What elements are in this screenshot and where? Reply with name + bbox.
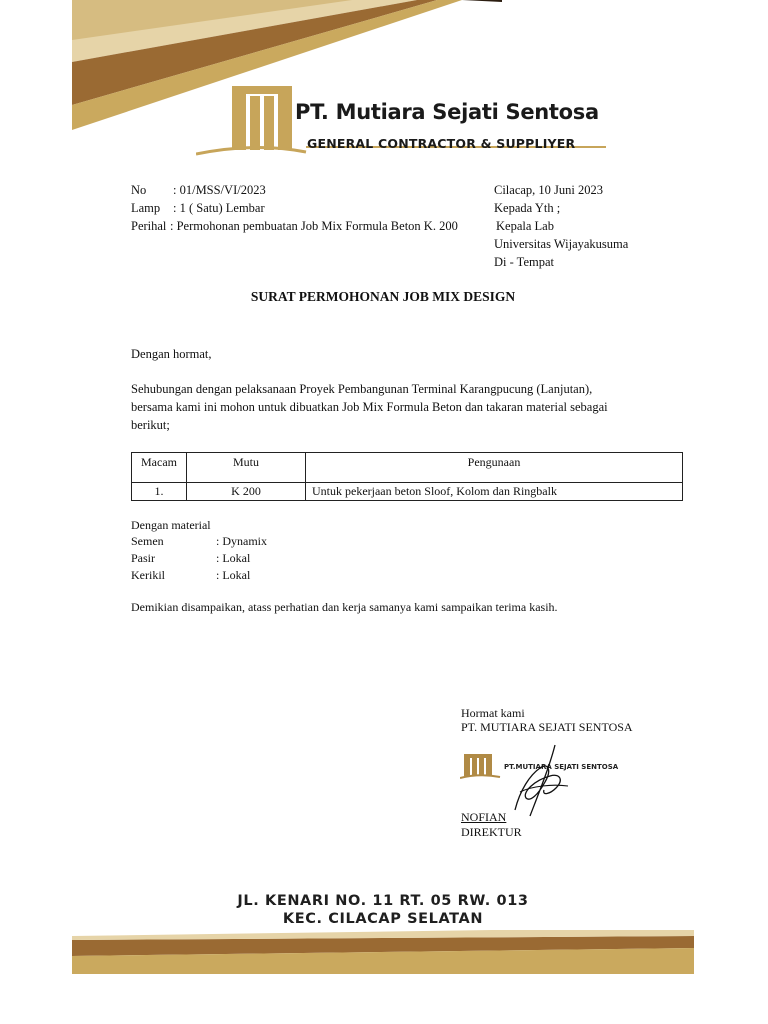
greeting: Dengan hormat, [131,347,212,361]
material-label-semen: Semen [131,534,164,548]
table-header-macam: Macam [132,453,187,483]
place-date: Cilacap, 10 Juni 2023 [494,183,604,197]
company-tagline: GENERAL CONTRACTOR & SUPPLIYER [307,136,576,151]
materials-heading: Dengan material [131,518,211,532]
material-value-kerikil: : Lokal [216,568,251,582]
recipient-line-1: Kepada Yth ; [494,201,561,215]
signatory-name: NOFIAN [461,810,507,824]
meta-perihal-value: : Permohonan pembuatan Job Mix Formula Beton K. 200 [170,219,458,233]
footer-decoration [72,930,694,974]
table-header-mutu: Mutu [187,453,306,483]
table-cell-mutu: K 200 [187,483,306,501]
letter-title: SURAT PERMOHONAN JOB MIX DESIGN [250,289,516,304]
body-line-3: berikut; [131,418,170,432]
table-row [132,483,683,501]
recipient-line-3: Universitas Wijayakusuma [494,237,629,251]
body-line-2: bersama kami ini mohon untuk dibuatkan Job Mix Formula Beton dan takaran material sebagai [131,400,608,414]
meta-no-value: : 01/MSS/VI/2023 [173,183,266,197]
signature-company: PT. MUTIARA SEJATI SENTOSA [461,720,633,734]
recipient-line-2: Kepala Lab [496,219,554,233]
material-value-pasir: : Lokal [216,551,251,565]
job-mix-table [131,452,683,501]
recipient-line-4: Di - Tempat [494,255,554,269]
meta-perihal-label: Perihal [131,219,167,233]
table-header-row [132,453,683,483]
meta-lamp-label: Lamp [131,201,161,215]
material-label-kerikil: Kerikil [131,568,165,582]
closing-text: Demikian disampaikan, atass perhatian dan kerja samanya kami sampaikan terima kasih. [131,600,558,614]
footer-address-line-2: KEC. CILACAP SELATAN [282,911,484,927]
company-name: PT. Mutiara Sejati Sentosa [295,100,599,124]
meta-lamp-value: : 1 ( Satu) Lembar [173,201,265,215]
letter-page [72,0,694,1024]
stamp-text: PT.MUTIARA SEJATI SENTOSA [504,763,619,771]
table-header-pengunaan: Pengunaan [306,453,683,483]
material-value-semen: : Dynamix [216,534,267,548]
body-line-1: Sehubungan dengan pelaksanaan Proyek Pembangunan Terminal Karangpucung (Lanjutan), [131,382,593,396]
material-label-pasir: Pasir [131,551,155,565]
meta-no-label: No [131,183,147,197]
table-cell-pengunaan: Untuk pekerjaan beton Sloof, Kolom dan Ringbalk [306,483,683,501]
table-cell-macam: 1. [132,483,187,501]
signatory-position: DIREKTUR [461,825,522,839]
signature-regards: Hormat kami [461,706,525,720]
footer-address-line-1: JL. KENARI NO. 11 RT. 05 RW. 013 [237,893,529,909]
